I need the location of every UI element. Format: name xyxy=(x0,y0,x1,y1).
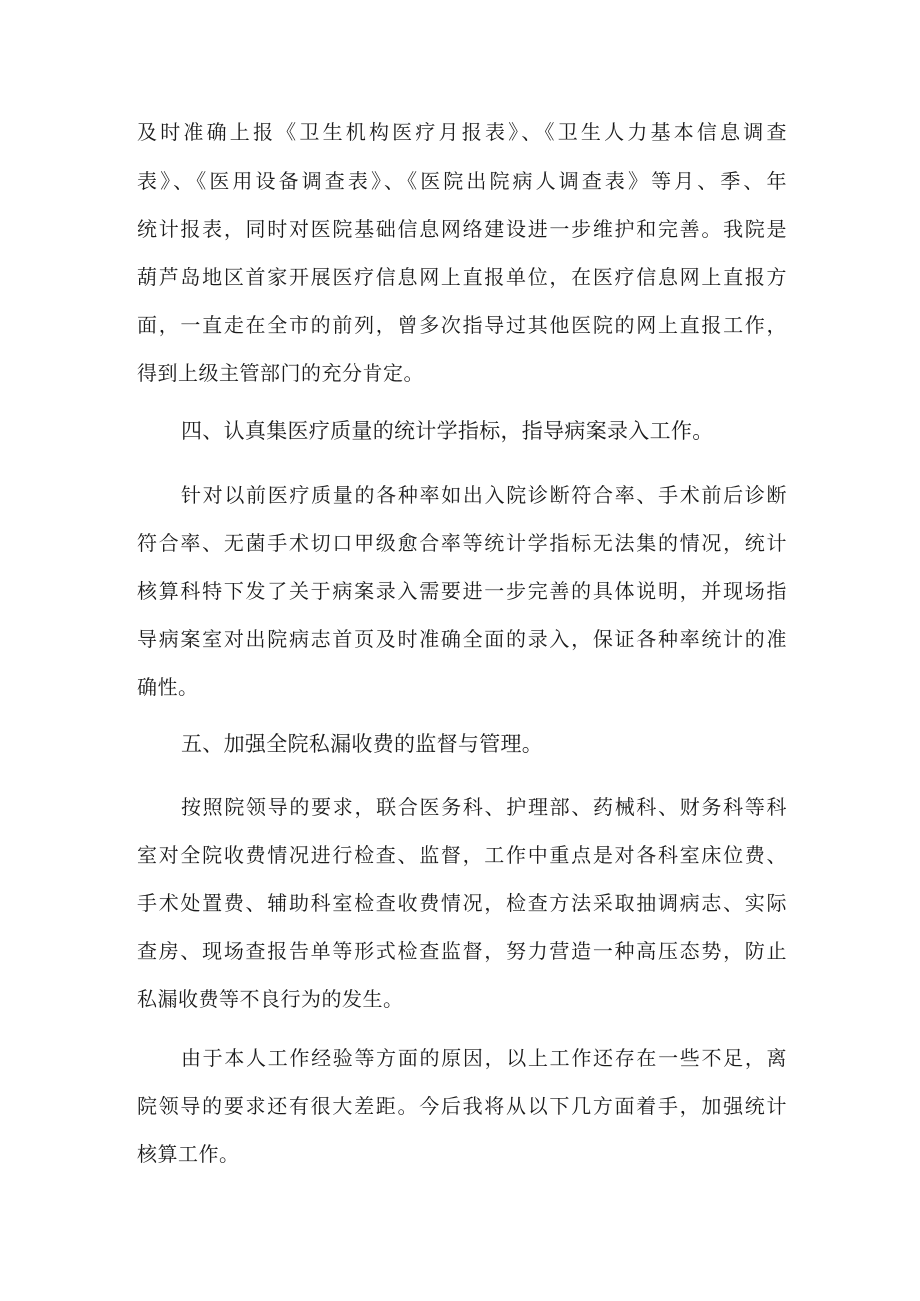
paragraph-3-line-4: 查房、现场查报告单等形式检查监督，努力营造一种高压态势，防止 xyxy=(137,939,787,963)
section-heading-4: 四、认真集医疗质量的统计学指标，指导病案录入工作。 xyxy=(181,419,714,443)
paragraph-1-line-3: 统计报表，同时对医院基础信息网络建设进一步维护和完善。我院是 xyxy=(137,217,787,241)
paragraph-1-line-4: 葫芦岛地区首家开展医疗信息网上直报单位，在医疗信息网上直报方 xyxy=(137,265,787,289)
paragraph-3-line-2: 室对全院收费情况进行检查、监督，工作中重点是对各科室床位费、 xyxy=(137,843,787,867)
paragraph-2-line-3: 核算科特下发了关于病案录入需要进一步完善的具体说明，并现场指 xyxy=(137,579,787,603)
paragraph-2-line-1: 针对以前医疗质量的各种率如出入院诊断符合率、手术前后诊断 xyxy=(181,483,787,507)
section-heading-5: 五、加强全院私漏收费的监督与管理。 xyxy=(181,732,544,756)
paragraph-4-line-2: 院领导的要求还有很大差距。今后我将从以下几方面着手，加强统计 xyxy=(137,1094,787,1118)
paragraph-2-line-4: 导病案室对出院病志首页及时准确全面的录入，保证各种率统计的准 xyxy=(137,627,787,651)
paragraph-1-line-1: 及时准确上报《卫生机构医疗月报表》、《卫生人力基本信息调查 xyxy=(137,120,787,144)
paragraph-1-line-6: 得到上级主管部门的充分肯定。 xyxy=(137,361,424,385)
paragraph-3-line-5: 私漏收费等不良行为的发生。 xyxy=(137,987,404,1011)
paragraph-2-line-5: 确性。 xyxy=(137,675,199,699)
paragraph-1-line-5: 面，一直走在全市的前列，曾多次指导过其他医院的网上直报工作， xyxy=(137,313,787,337)
paragraph-4-line-1: 由于本人工作经验等方面的原因，以上工作还存在一些不足，离 xyxy=(181,1046,787,1070)
paragraph-1-line-2: 表》、《医用设备调查表》、《医院出院病人调查表》等月、季、年 xyxy=(137,169,787,193)
paragraph-4-line-3: 核算工作。 xyxy=(137,1142,240,1166)
paragraph-3-line-1: 按照院领导的要求，联合医务科、护理部、药械科、财务科等科 xyxy=(181,795,787,819)
paragraph-3-line-3: 手术处置费、辅助科室检查收费情况，检查方法采取抽调病志、实际 xyxy=(137,891,787,915)
paragraph-2-line-2: 符合率、无菌手术切口甲级愈合率等统计学指标无法集的情况，统计 xyxy=(137,531,787,555)
